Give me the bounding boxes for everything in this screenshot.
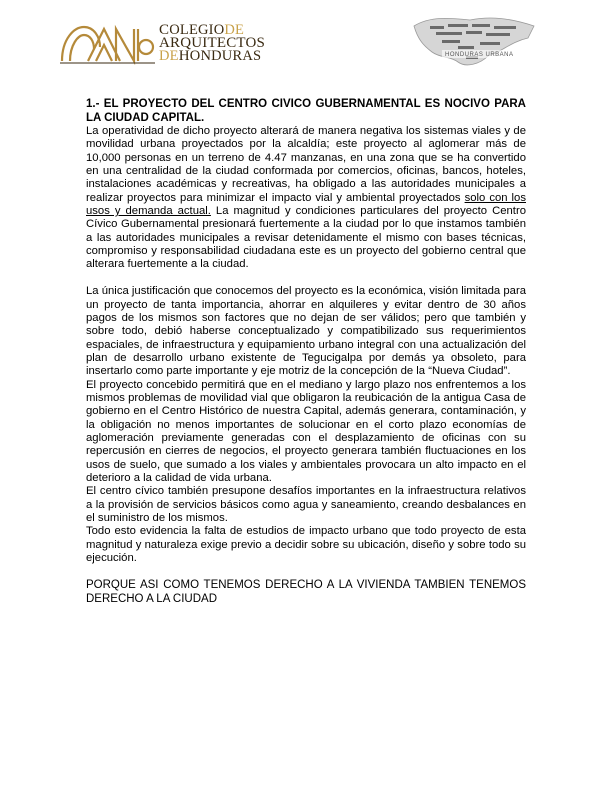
closing-statement: PORQUE ASI COMO TENEMOS DERECHO A LA VIVIENDA TAMBIEN TENEMOS DERECHO A LA CIUDAD: [86, 579, 526, 605]
honduras-map-icon: [410, 12, 540, 74]
paragraph-3: El proyecto concebido permitirá que en el mediano y largo plazo nos enfrentemos a los mismos problemas de movilidad vial que obligaron la reubicación de la antigua Casa de gobierno en el Centro Histórico de nuestra Capital, además generara, contaminación, y la obligación no menos importantes de solucionar en el corto plazo economías de aglomeración previamente generadas con el desplazamiento de oficinas con su repercusión en cierres de negocios, el proyecto generara también fluctuaciones en los usos de suelo, que sumado a los viales y ambientales provocara un alto impacto en el deterioro a la calidad de vida urbana.: [86, 378, 526, 485]
paragraph-1-part-a: La operatividad de dicho proyecto alterará de manera negativa los sistemas viales y de movilidad urbana proyectados por la alcaldía; este proyecto al aglomerar más de 10,000 personas en un terreno de 4.47 manzanas, en una zona que se ha convertido en una centralidad de la ciudad conformada por comercios, oficinas, bancos, hoteles, instalaciones académicas y recreativas, ha obligado a las autoridades municipales a realizar proyectos para minimizar el impacto vial y ambiental proyectados: [86, 125, 526, 204]
paragraph-2: La única justificación que conocemos del proyecto es la económica, visión limitada para un proyecto de tanta importancia, ahorrar en alquileres y evitar dentro de 30 años pagos de los mismos son factores que no dejan de ser válidos; pero que también y sobre todo, debió haberse conceptualizado y compatibilizado sus requerimientos espaciales, de infraestructura y equipamiento urbano integral con una actualización del plan de desarrollo urbano existente de Tegucigalpa por demás ya obsoleto, para insertarlo como parte importante y eje motriz de la concepción de la “Nueva Ciudad”.: [86, 285, 526, 378]
colegio-emblem-icon: [60, 21, 155, 65]
honduras-urbana-label: HONDURAS URBANA: [445, 52, 514, 58]
document-body: [86, 98, 526, 606]
paragraph-1: [86, 125, 526, 272]
paragraph-1-underlined: solo con los usos y demanda actual.: [86, 191, 526, 218]
colegio-logo: [60, 18, 265, 68]
paragraph-5: Todo esto evidencia la falta de estudios de impacto urbano que todo proyecto de esta magnitud y naturaleza exige previo a decidir sobre su ubicación, diseño y sobre todo su ejecución.: [86, 525, 526, 565]
paragraph-4: El centro cívico también presupone desafíos importantes en la infraestructura relativos a la provisión de servicios básicos como agua y saneamiento, creando desbalances en el suministro de los mismos.: [86, 485, 526, 525]
page-header: [60, 12, 560, 72]
paragraph-1-part-b: La magnitud y condiciones particulares del proyecto Centro Cívico Gubernamental presionará fuertemente a la ciudad por lo que instamos también a las autoridades municipales a revisar detenidamente el mismo con bases técnicas, compromiso y responsabilidad ciudadana este es un proyecto del gobierno central que alterara fuertemente a la ciudad.: [86, 205, 526, 271]
honduras-urbana-logo: [410, 12, 540, 74]
colegio-logo-text: COLEGIODE ARQUITECTOS DEHONDURAS: [159, 21, 266, 64]
section-heading: 1.- EL PROYECTO DEL CENTRO CIVICO GUBERNAMENTAL ES NOCIVO PARA LA CIUDAD CAPITAL.: [86, 98, 526, 124]
